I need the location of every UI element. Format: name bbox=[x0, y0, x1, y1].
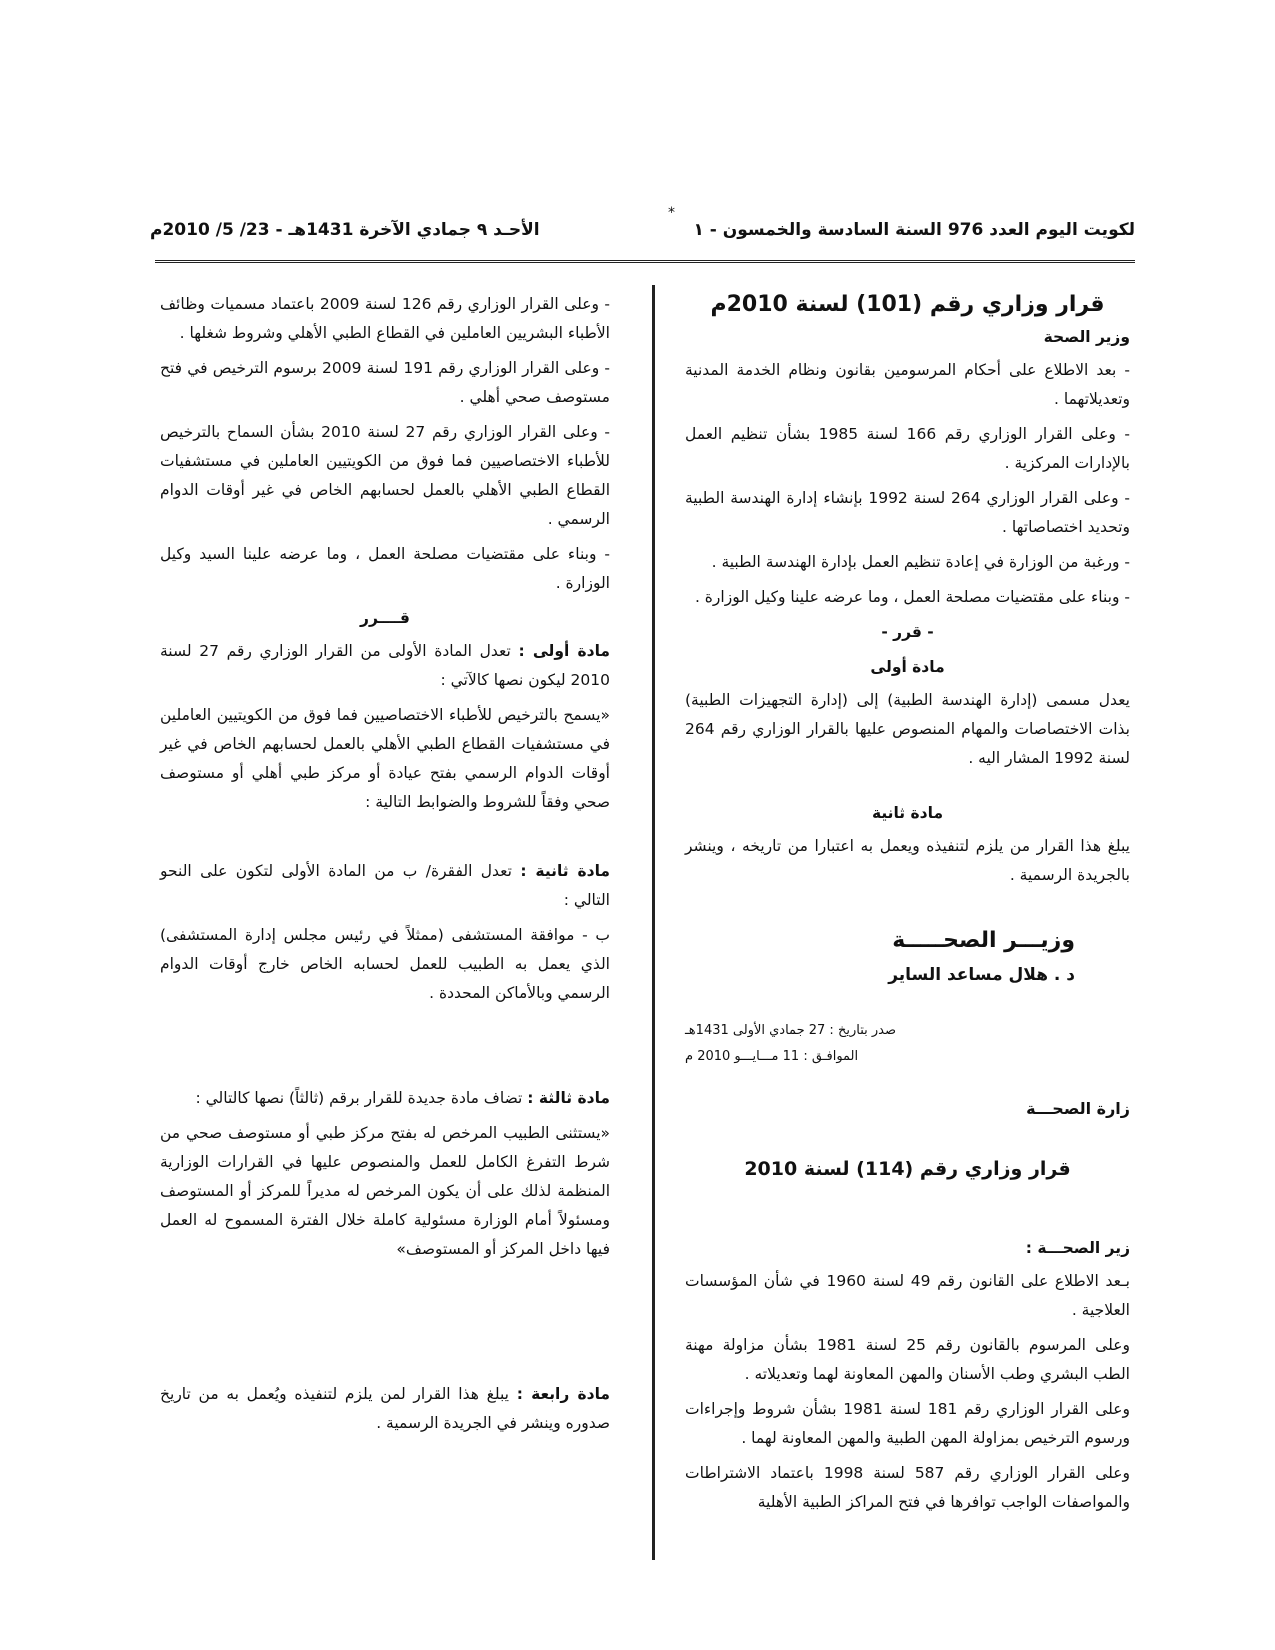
article-4-body: يبلغ هذا القرار لمن يلزم لتنفيذه ويُعمل به من تاريخ صدوره وينشر في الجريدة الرسمية . bbox=[160, 1385, 610, 1432]
header-issue-info: لكويت اليوم العدد 976 السنة السادسة والخمسون - ١ bbox=[693, 220, 1135, 240]
article-1-quote: «يسمح بالترخيص للأطباء الاختصاصيين فما فوق من الكويتيين العاملين في مستشفيات القطاع الطبي الأهلي بالعمل لحسابهم الخاص في غير أوقات الدوام الرسمي بفتح عيادة أو مركز طبي أهلي أو مستوصف صحي وفقاً للشروط والضوابط التالية : bbox=[160, 706, 610, 811]
preamble-2-item: وعلى القرار الوزاري رقم 587 لسنة 1998 باعتماد الاشتراطات والمواصفات الواجب توافرها في فتح المراكز الطبية الأهلية bbox=[685, 1464, 1130, 1511]
decided-heading: - قرر - bbox=[881, 623, 934, 641]
preamble-item: - وعلى القرار الوزاري رقم 166 لسنة 1985 بشأن تنظيم العمل بالإدارات المركزية . bbox=[685, 425, 1130, 472]
article-4-text bbox=[160, 1380, 610, 1438]
preamble-item: - وعلى القرار الوزاري رقم 126 لسنة 2009 باعتماد مسميات وظائف الأطباء البشريين العاملين في القطاع الطبي الأهلي وشروط شغلها . bbox=[160, 295, 610, 342]
minister-heading-2: زير الصحـــة : bbox=[1025, 1239, 1130, 1257]
article-4-label: مادة رابعة : bbox=[516, 1385, 610, 1403]
column-divider bbox=[652, 285, 655, 1560]
corresponding-date: الموافـق : 11 مـــايـــو 2010 م bbox=[685, 1049, 859, 1064]
decree-114-title: قرار وزاري رقم (114) لسنة 2010 bbox=[744, 1158, 1071, 1180]
article-3-text bbox=[160, 1084, 610, 1113]
preamble-item: - بعد الاطلاع على أحكام المرسومين بقانون ونظام الخدمة المدنية وتعديلاتهما . bbox=[685, 361, 1130, 408]
header-star: * bbox=[668, 205, 675, 221]
preamble-item: - ورغبة من الوزارة في إعادة تنظيم العمل بإدارة الهندسة الطبية . bbox=[711, 553, 1130, 571]
signature-title: وزيـــر الصحـــــة bbox=[892, 928, 1075, 953]
article-3-quote: «يستثنى الطبيب المرخص له بفتح مركز طبي أو مستوصف صحي من شرط التفرغ الكامل للعمل والمنصوص عليها في القرارات الوزارية المنظمة لذلك على أن يكون المرخص له مديراً للمركز أو المستوصف ومسئولاً أمام الوزارة مسئولية كاملة خلال الفترة المسموح له العمل فيها داخل المركز أو المستوصف» bbox=[160, 1124, 610, 1258]
article-2-heading: مادة ثانية bbox=[871, 804, 944, 822]
preamble-item: - وعلى القرار الوزاري 264 لسنة 1992 بإنشاء إدارة الهندسة الطبية وتحديد اختصاصاتها . bbox=[685, 489, 1130, 536]
preamble-2-item: وعلى القرار الوزاري رقم 181 لسنة 1981 بشأن شروط وإجراءات ورسوم الترخيص بمزاولة المهن الطبية والمهن المعاونة لهما . bbox=[685, 1400, 1130, 1447]
article-1-text bbox=[160, 637, 610, 695]
preamble-item: - وعلى القرار الوزاري رقم 27 لسنة 2010 بشأن السماح بالترخيص للأطباء الاختصاصيين فما فوق من الكويتيين العاملين في مستشفيات القطاع الطبي الأهلي بالعمل لحسابهم الخاص في غير أوقات الدوام الرسمي . bbox=[160, 423, 610, 528]
preamble-item: - وبناء على مقتضيات مصلحة العمل ، وما عرضه علينا السيد وكيل الوزارة . bbox=[160, 545, 610, 592]
article-1-label: مادة أولى : bbox=[518, 642, 610, 660]
article-2-label: مادة ثانية : bbox=[520, 862, 610, 880]
decree-101-title: قرار وزاري رقم (101) لسنة 2010م bbox=[710, 292, 1105, 317]
issued-date: صدر بتاريخ : 27 جمادي الأولى 1431هـ bbox=[685, 1023, 897, 1038]
article-3-body: تضاف مادة جديدة للقرار برقم (ثالثاً) نصها كالتالي : bbox=[195, 1089, 523, 1107]
article-2-text: يبلغ هذا القرار من يلزم لتنفيذه ويعمل به اعتبارا من تاريخه ، وينشر بالجريدة الرسمية . bbox=[685, 837, 1130, 884]
preamble-item: - وبناء على مقتضيات مصلحة العمل ، وما عرضه علينا وكيل الوزارة . bbox=[694, 588, 1130, 606]
department-heading: زارة الصحـــة bbox=[1026, 1099, 1130, 1118]
preamble-2-item: بـعد الاطلاع على القانون رقم 49 لسنة 1960 في شأن المؤسسات العلاجية . bbox=[685, 1272, 1130, 1319]
header-date: الأحـد ٩ جمادي الآخرة 1431هـ - 23/ 5/ 2010م bbox=[150, 220, 540, 240]
preamble-2-item: وعلى المرسوم بالقانون رقم 25 لسنة 1981 بشأن مزاولة مهنة الطب البشري وطب الأسنان والمهن المعاونة لهما وتعديلاته . bbox=[685, 1336, 1130, 1383]
left-column bbox=[160, 290, 610, 1444]
decided-heading: قــــرر bbox=[360, 609, 410, 627]
preamble-item: - وعلى القرار الوزاري رقم 191 لسنة 2009 برسوم الترخيص في فتح مستوصف صحي أهلي . bbox=[160, 359, 610, 406]
article-1-text: يعدل مسمى (إدارة الهندسة الطبية) إلى (إدارة التجهيزات الطبية) بذات الاختصاصات والمهام المنصوص عليها بالقرار الوزاري رقم 264 لسنة 1992 المشار اليه . bbox=[685, 691, 1130, 767]
article-2-body: تعدل الفقرة/ ب من المادة الأولى لتكون على النحو التالي : bbox=[160, 862, 610, 909]
page-header bbox=[150, 212, 1135, 248]
article-2-text bbox=[160, 857, 610, 915]
right-column bbox=[685, 290, 1130, 1523]
minister-heading: وزير الصحة bbox=[1043, 328, 1130, 346]
article-1-body: تعدل المادة الأولى من القرار الوزاري رقم 27 لسنة 2010 ليكون نصها كالآتي : bbox=[160, 642, 610, 689]
signature-name: د . هلال مساعد الساير bbox=[888, 965, 1075, 985]
article-3-label: مادة ثالثة : bbox=[527, 1089, 610, 1107]
header-divider bbox=[155, 260, 1135, 263]
article-1-heading: مادة أولى bbox=[870, 658, 945, 676]
article-2-clause: ب - موافقة المستشفى (ممثلاً في رئيس مجلس إدارة المستشفى) الذي يعمل به الطبيب للعمل لحسابه الخاص خارج أوقات الدوام الرسمي وبالأماكن المحددة . bbox=[160, 926, 610, 1002]
